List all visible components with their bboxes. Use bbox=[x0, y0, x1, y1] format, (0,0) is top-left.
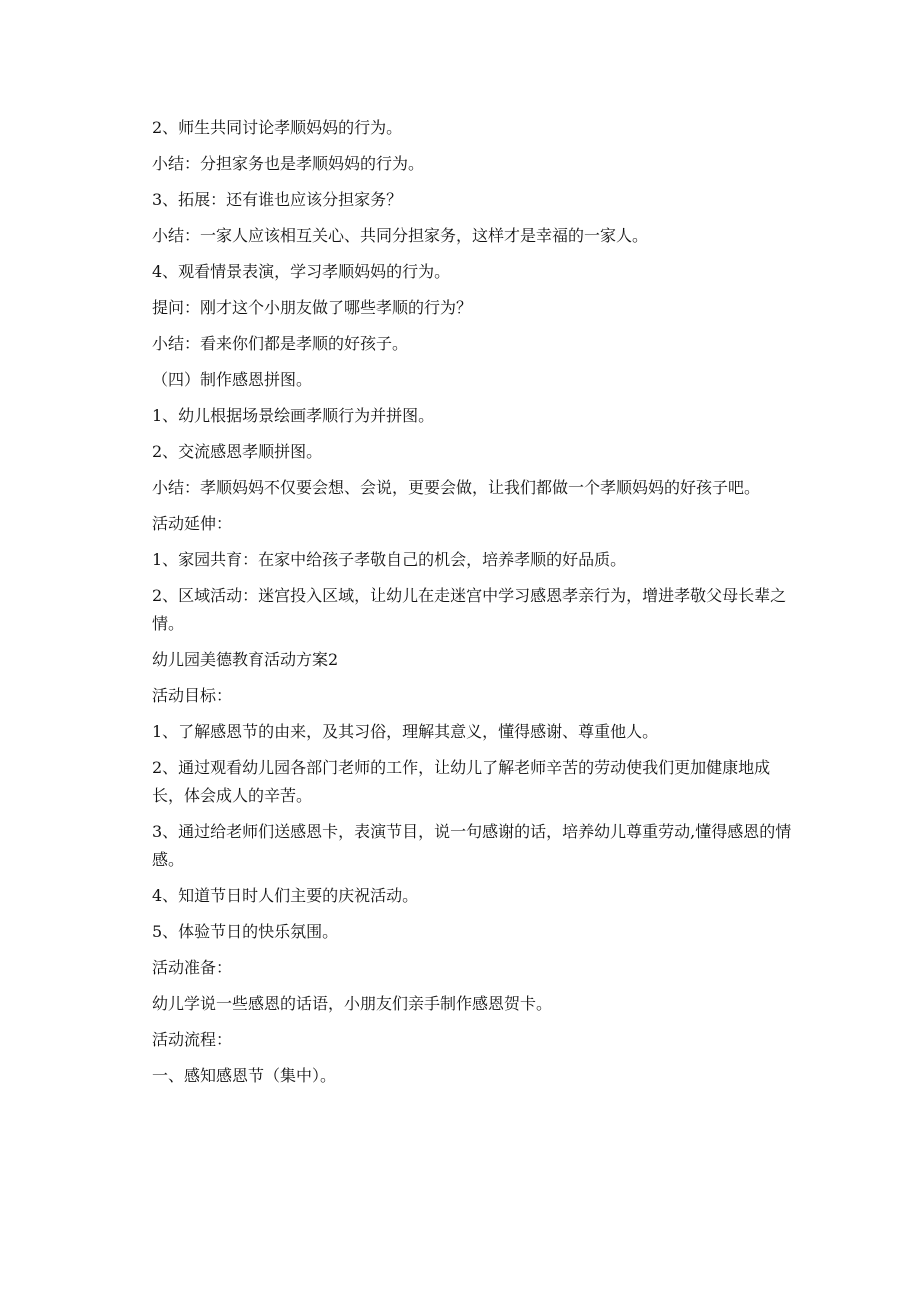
plan-title-2: 幼儿园美德教育活动方案2 bbox=[152, 650, 339, 669]
paragraph-11: 小结：孝顺妈妈不仅要会想、会说，更要会做，让我们都做一个孝顺妈妈的好孩子吧。 bbox=[152, 478, 761, 497]
paragraph-21: 5、体验节日的快乐氛围。 bbox=[152, 922, 339, 941]
paragraph-1: 2、师生共同讨论孝顺妈妈的行为。 bbox=[152, 118, 403, 137]
heading-activity-flow: 活动流程： bbox=[152, 1030, 233, 1049]
document-body bbox=[152, 114, 792, 1098]
paragraph-5: 4、观看情景表演，学习孝顺妈妈的行为。 bbox=[152, 262, 451, 281]
paragraph-20: 4、知道节日时人们主要的庆祝活动。 bbox=[152, 886, 419, 905]
paragraph-13: 1、家园共育：在家中给孩子孝敬自己的机会，培养孝顺的好品质。 bbox=[152, 550, 627, 569]
paragraph-10: 2、交流感恩孝顺拼图。 bbox=[152, 442, 323, 461]
paragraph-25: 一、感知感恩节（集中）。 bbox=[152, 1066, 337, 1085]
paragraph-2: 小结：分担家务也是孝顺妈妈的行为。 bbox=[152, 154, 425, 173]
paragraph-17: 1、了解感恩节的由来，及其习俗，理解其意义，懂得感谢、尊重他人。 bbox=[152, 722, 659, 741]
section-heading-4: （四）制作感恩拼图。 bbox=[152, 370, 313, 389]
paragraph-6: 提问：刚才这个小朋友做了哪些孝顺的行为？ bbox=[152, 298, 473, 317]
paragraph-19: 3、通过给老师们送感恩卡，表演节目，说一句感谢的话，培养幼儿尊重劳动,懂得感恩的情感。 bbox=[152, 822, 792, 869]
heading-activity-goals: 活动目标： bbox=[152, 686, 233, 705]
paragraph-7: 小结：看来你们都是孝顺的好孩子。 bbox=[152, 334, 409, 353]
paragraph-14: 2、区域活动：迷宫投入区域，让幼儿在走迷宫中学习感恩孝亲行为，增进孝敬父母长辈之情。 bbox=[152, 586, 787, 633]
heading-activity-prep: 活动准备： bbox=[152, 958, 233, 977]
paragraph-23: 幼儿学说一些感恩的话语，小朋友们亲手制作感恩贺卡。 bbox=[152, 994, 553, 1013]
heading-activity-extension: 活动延伸： bbox=[152, 514, 233, 533]
paragraph-18: 2、通过观看幼儿园各部门老师的工作，让幼儿了解老师辛苦的劳动使我们更加健康地成长，体会成人的辛苦。 bbox=[152, 758, 771, 805]
paragraph-9: 1、幼儿根据场景绘画孝顺行为并拼图。 bbox=[152, 406, 435, 425]
paragraph-3: 3、拓展：还有谁也应该分担家务？ bbox=[152, 190, 403, 209]
paragraph-4: 小结：一家人应该相互关心、共同分担家务，这样才是幸福的一家人。 bbox=[152, 226, 649, 245]
